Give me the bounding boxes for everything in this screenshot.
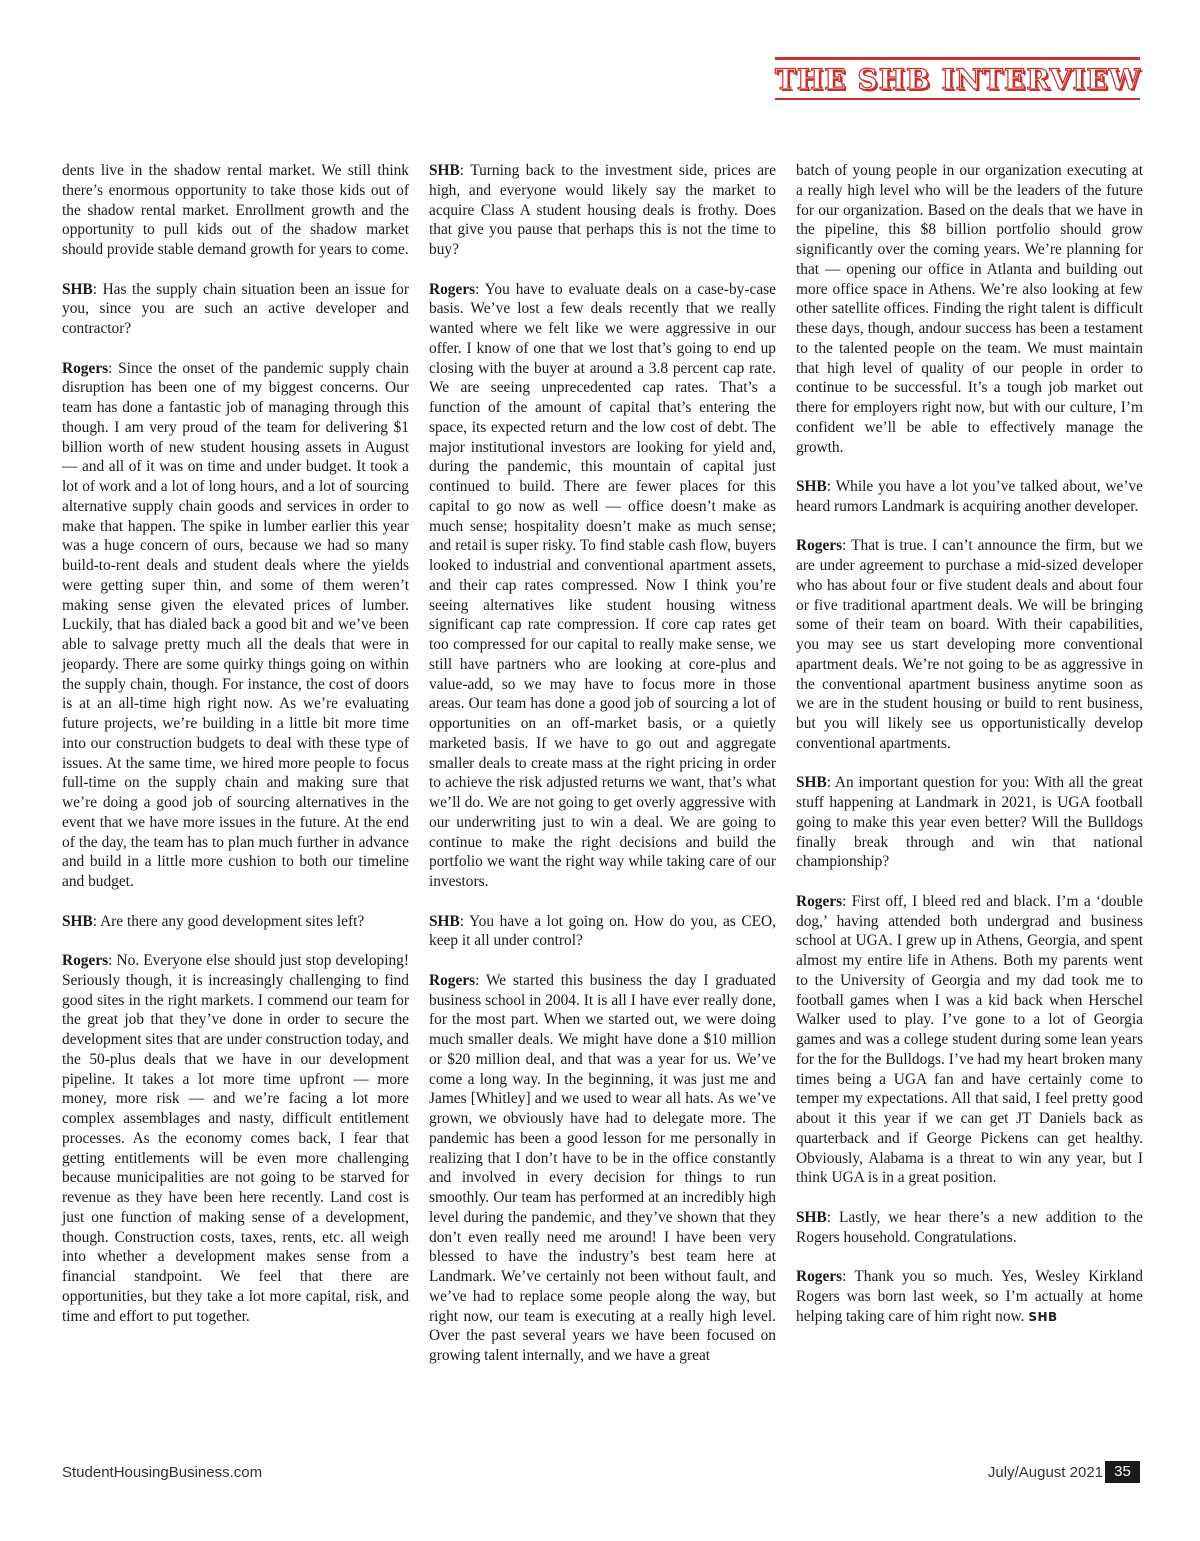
paragraph-text: : Has the supply chain situation been an issue for you, since you are such an active developer and contractor? [62,280,409,337]
paragraph [796,161,1143,457]
paragraph [62,280,409,339]
paragraph [796,1208,1143,1248]
paragraph-text: : Since the onset of the pandemic supply chain disruption has been one of my biggest concerns. Our team has done a fantastic job of managing through this though. I am very proud of the team for delivering $1 billion worth of new student housing assets in August — and all of it was on time and under budget. It took a lot of work and a lot of long hours, and a lot of sourcing alternative supply chain goods and services in order to make that happen. The spike in lumber earlier this year was a huge concern of ours, because we had so many build-to-rent deals and student deals where the yields were getting super thin, and some of them weren’t making sense given the elevated prices of lumber. Luckily, that has dialed back a good bit and we’ve been able to salvage pretty much all the deals that were in jeopardy. There are some quirky things going on within the supply chain, though. For instance, the cost of doors is at an all-time high right now. As we’re evaluating future projects, we’re building in a little bit more time into our construction budgets to deal with these type of issues. At the same time, we hired more people to focus full-time on the supply chain and making sure that we’re doing a good job of sourcing alternatives in the event that we have more issues in the future. At the end of the day, the team has to plan much further in advance and build in a little more cushion to both our timeline and budget. [62,359,409,890]
paragraph-text: : You have to evaluate deals on a case-by-case basis. We’ve lost a few deals recently that we really wanted where we felt like we were aggressive in our offer. I know of one that we lost that’s going to end up closing with the buyer at around a 3.8 percent cap rate. We are seeing unprecedented cap rates. That’s a function of the amount of capital that’s entering the space, its expected return and the low cost of debt. The major institutional investors are looking for yield and, during the pandemic, this mountain of capital just continued to build. There are fewer places for this capital to go now as well — office doesn’t make as much sense; hospitality doesn’t make as much sense; and retail is super risky. To find stable cash flow, buyers looked to industrial and conventional apartment assets, and their cap rates compressed. Now I think you’re seeing alternatives like student housing witness significant cap rate compression. If core cap rates get too compressed for our capital to really make sense, we still have partners who are looking at core-plus and value-add, so we may have to focus more in those areas. Our team has done a good job of sourcing a lot of opportunities on an off-market basis, or a quietly marketed basis. If we have to go out and aggregate smaller deals to create mass at the right pricing in order to achieve the risk adjusted returns we want, that’s what we’ll do. We are not going to get overly aggressive with our underwriting just to win a deal. We are going to continue to make the right decisions and build the portfolio we want the right way while taking care of our investors. [429,280,776,890]
paragraph [62,161,409,260]
paragraph [429,912,776,952]
page-number: 35 [1105,1461,1140,1483]
paragraph [429,161,776,260]
paragraph [62,951,409,1326]
speaker-name: SHB [796,1208,827,1226]
text-column-3 [796,161,1143,1347]
speaker-name: Rogers [796,1268,843,1285]
speaker-name: SHB [429,162,460,179]
paragraph-text: : That is true. I can’t announce the firm, but we are under agreement to purchase a mid-sized developer who has about four or five student deals and about four or five traditional apartment deals. We will be bringing some of their team on board. With their capabilities, you may see us start developing more conventional apartment deals. We’re not going to be as aggressive in the conventional apartment business anytime soon as we are in the student housing or build to rent business, but you will likely see us opportunistically develop conventional apartments. [796,537,1143,752]
speaker-name: SHB [62,912,93,930]
paragraph-text: : No. Everyone else should just stop developing! Seriously though, it is increasingly challenging to find good sites in the right markets. I commend our team for the great job that they’ve done in order to secure the development sites that are under construction today, and the 50-plus deals that we have in our development pipeline. It takes a lot more time upfront — more money, more risk — and we’re facing a lot more complex assemblages and nasty, difficult entitlement processes. As the economy comes back, I fear that getting entitlements will be even more challenging because municipalities are not going to be starved for revenue as they have been here recently. Land cost is just one function of making sense of a development, though. Construction costs, taxes, rents, etc. all weigh into whether a development makes sense from a financial standpoint. We feel that there are opportunities, but they take a lot more capital, risk, and time and effort to put together. [62,952,409,1325]
paragraph-text: : Turning back to the investment side, prices are high, and everyone would likely say the market to acquire Class A student housing deals is frothy. Does that give you pause that perhaps this is not the time to buy? [429,162,776,258]
paragraph-text: : You have a lot going on. How do you, as CEO, keep it all under control? [429,912,776,950]
paragraph-text: : Thank you so much. Yes, Wesley Kirkland Rogers was born last week, so I’m actually at home helping taking care of him right now. [796,1268,1143,1325]
footer-website: StudentHousingBusiness.com [62,1464,263,1481]
paragraph [62,912,409,932]
paragraph [429,971,776,1366]
speaker-name: Rogers [429,280,476,298]
paragraph-text: : An important question for you: With all the great stuff happening at Landmark in 2021, is UGA football going to make this year even better? Will the Bulldogs finally break through and win that national championship? [796,774,1143,871]
speaker-name: SHB [796,478,827,495]
speaker-name: Rogers [62,359,109,377]
end-mark: SHB [1028,1309,1058,1324]
paragraph-text: : Lastly, we hear there’s a new addition to the Rogers household. Congratulations. [796,1208,1143,1246]
paragraph [429,280,776,892]
header-rule-bottom [775,98,1140,100]
paragraph-text: : First off, I bleed red and black. I’m a ‘double dog,’ having attended both undergrad and business school at UGA. I grew up in Athens, Georgia, and spent almost my entire life in Athens. Both my parents went to the University of Georgia and my dad took me to football games when I was a kid back when Herschel Walker used to play. I’ve gone to a lot of Georgia games and was a college student during some lean years for the for the Bulldogs. I’ve had my heart broken many times being a UGA fan and have certainly come to temper my expectations. All that said, I feel pretty good about it this year if we can get JT Daniels back as quarterback and if George Pickens can get healthy. Obviously, Alabama is a threat to win any year, but I think UGA is in a great position. [796,892,1143,1187]
section-title: THE SHB INTERVIEW [775,63,1142,96]
speaker-name: SHB [429,912,460,930]
paragraph-text: : Are there any good development sites left? [92,912,365,930]
speaker-name: SHB [62,280,93,298]
paragraph [62,359,409,892]
paragraph [796,892,1143,1188]
paragraph-text: batch of young people in our organization executing at a really high level who will be the leaders of the future for our organization. Based on the deals that we have in the pipeline, this $8 billion portfolio should grow significantly over the coming years. We’re planning for that — opening our office in Atlanta and building out more office space in Athens. We’re also looking at few other satellite offices. Finding the right talent is difficult these days, though, andour success has been a testament to the talented people on the team. We must maintain that high level of quality of our people in order to continue to be successful. It’s a tough job market out there for employers right now, but with our culture, I’m confident we’ll be able to effectively manage the growth. [796,162,1143,456]
text-column-2 [429,161,776,1386]
header-rule-top [775,57,1140,60]
speaker-name: Rogers [796,892,843,910]
footer-issue-date: July/August 2021 [987,1464,1103,1481]
paragraph [796,536,1143,753]
text-column-1 [62,161,409,1346]
paragraph [796,773,1143,872]
paragraph [796,1267,1143,1327]
paragraph-text: : While you have a lot you’ve talked about, we’ve heard rumors Landmark is acquiring another developer. [796,478,1143,515]
speaker-name: Rogers [796,537,843,555]
paragraph-text: : We started this business the day I graduated business school in 2004. It is all I have ever really done, for the most part. When we started out, we were doing much smaller deals. We might have done a $10 million or $20 million deal, and that was a year for us. We’ve come a long way. In the beginning, it was just me and James [Whitley] and we used to wear all hats. As we’ve grown, we obviously have had to delegate more. The pandemic has been a good lesson for me personally in realizing that I don’t have to be in the office constantly and involved in every decision for things to run smoothly. Our team has performed at an incredibly high level during the pandemic, and they’ve shown that they don’t even really need me around! I have been very blessed to have the industry’s best team here at Landmark. We’ve certainly not been without fault, and we’ve had to replace some people along the way, but right now, our team is executing at a really high level. Over the past several years we have been focused on growing talent internally, and we have a great [429,971,776,1364]
speaker-name: SHB [796,774,827,792]
speaker-name: Rogers [62,952,109,969]
paragraph-text: dents live in the shadow rental market. We still think there’s enormous opportunity to take those kids out of the shadow rental market. Enrollment growth and the opportunity to pull kids out of the shadow market should provide stable demand growth for years to come. [62,162,409,258]
paragraph [796,477,1143,517]
speaker-name: Rogers [429,971,476,989]
